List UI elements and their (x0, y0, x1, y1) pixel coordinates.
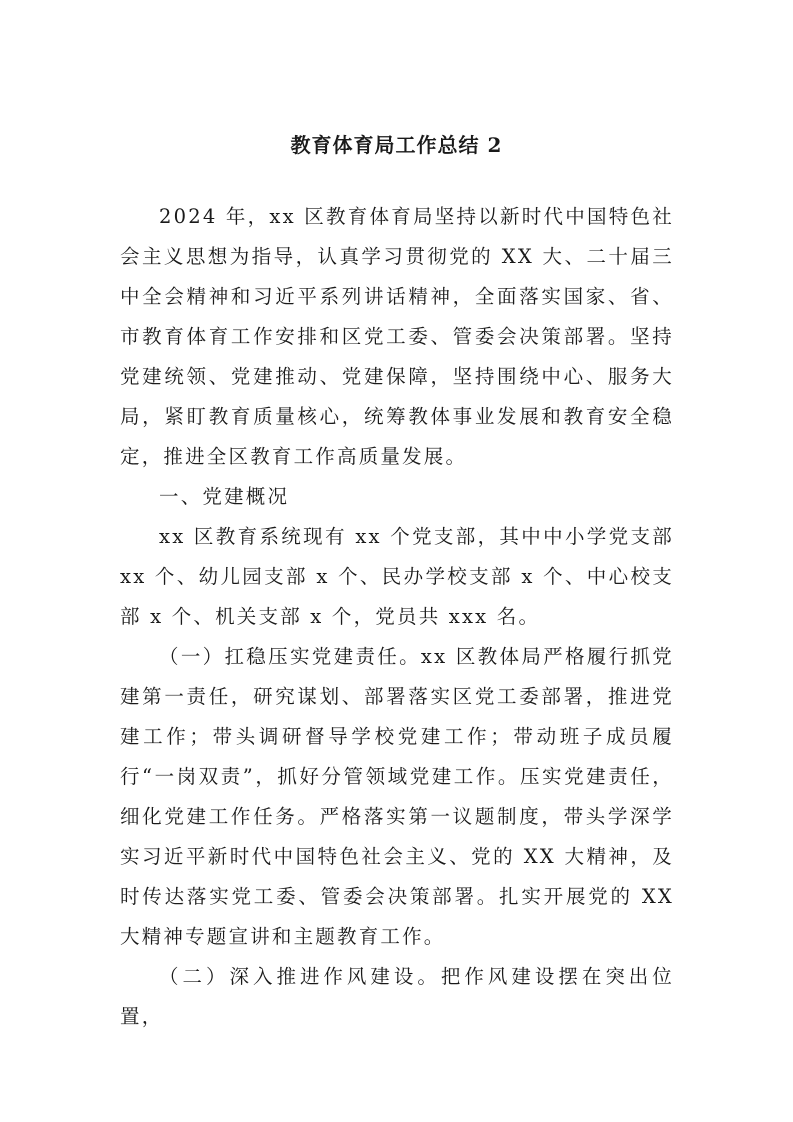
subsection-work-style-paragraph: （二）深入推进作风建设。把作风建设摆在突出位置， (120, 965, 674, 1028)
party-overview-paragraph: xx 区教育系统现有 xx 个党支部，其中中小学党支部 xx 个、幼儿园支部 x 个、民办学校支部 x 个、中心校支部 x 个、机关支部 x 个，党员共 xxx 名。 (120, 525, 674, 628)
intro-paragraph: 2024 年，xx 区教育体育局坚持以新时代中国特色社会主义思想为指导，认真学习贯彻党的 XX 大、二十届三中全会精神和习近平系列讲话精神，全面落实国家、省、市教育体育工作安排和区党工委、管委会决策部署。坚持党建统领、党建推动、党建保障，坚持围绕中心、服务大局，紧盯教育质量核心，统筹教体事业发展和教育安全稳定，推进全区教育工作高质量发展。 (120, 205, 674, 468)
section-heading-party-overview: 一、党建概况 (159, 485, 290, 508)
document-body (120, 197, 674, 1037)
document-title: 教育体育局工作总结 2 (290, 133, 503, 157)
subsection-responsibility-paragraph: （一）扛稳压实党建责任。xx 区教体局严格履行抓党建第一责任，研究谋划、部署落实区党工委部署，推进党建工作；带头调研督导学校党建工作；带动班子成员履行“一岗双责”，抓好分管领域党建工作。压实党建责任，细化党建工作任务。严格落实第一议题制度，带头学深学实习近平新时代中国特色社会主义、党的 XX 大精神，及时传达落实党工委、管委会决策部署。扎实开展党的 XX 大精神专题宣讲和主题教育工作。 (120, 645, 674, 948)
